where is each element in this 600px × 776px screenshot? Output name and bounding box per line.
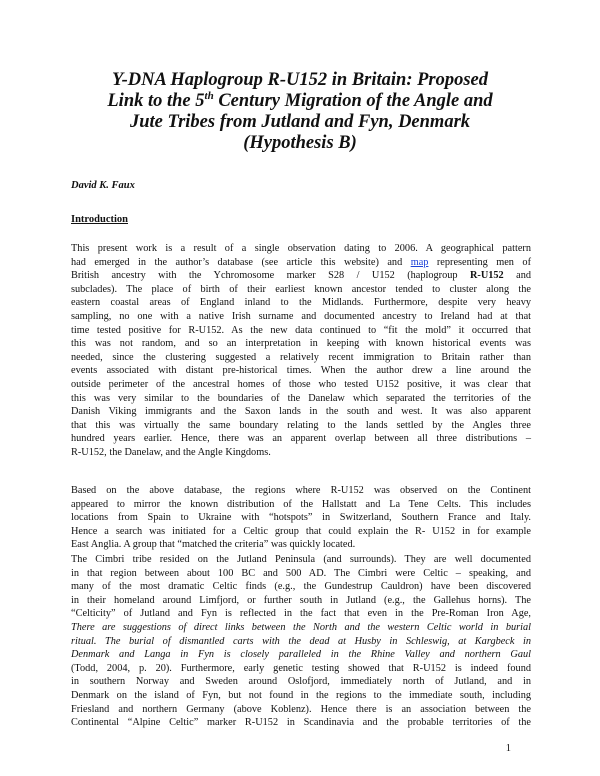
text-line: Denmark on the island of Fyn, but not found in the regions to the immediate south, including bbox=[71, 689, 531, 701]
section-heading: Introduction bbox=[71, 214, 128, 225]
text-line: that this was virtually the same boundary relating to the lands settled by the Angles three bbox=[71, 419, 531, 431]
haplogroup-bold: R-U152 bbox=[469, 270, 504, 282]
text-line: This present work is a result of a single observation dating to 2006. A geographical pattern bbox=[71, 243, 531, 254]
text-line: outside perimeter of the ancestral homes of those who tested U152 positive, it was clear that bbox=[71, 378, 531, 390]
text-line: The Cimbri tribe resided on the Jutland Peninsula (and surrounds). They are well documented bbox=[71, 554, 531, 565]
text-line: Hence a search was initiated for a Celtic group that could explain the R- U152 in for example bbox=[71, 525, 531, 537]
title-line-2-pre: Link to the 5 bbox=[107, 91, 205, 111]
title-superscript: th bbox=[204, 89, 214, 102]
text-line: events associated with distant pre-historical times. When the author drew a line around the bbox=[71, 365, 531, 377]
text-line: needed, since the clustering suggested a relatively recent immigration to Britain rather than bbox=[71, 351, 531, 363]
paragraph-3 bbox=[71, 553, 531, 730]
map-link[interactable]: map bbox=[410, 256, 429, 268]
text-segment: and bbox=[503, 270, 531, 282]
text-line: many of the most dramatic Celtic finds (e.g., the Gundestrup Cauldron) have been discovered bbox=[71, 581, 531, 593]
paragraph-1 bbox=[71, 242, 531, 460]
title-line-4: (Hypothesis B) bbox=[243, 133, 357, 153]
text-line: East Anglia. A group that “matched the criteria” was quickly located. bbox=[71, 539, 356, 551]
text-line: time tested positive for R-U152. As the new data continued to “fit the mold” it occurred that bbox=[71, 324, 531, 336]
quote-line: Denmark and Langa in Fyn is closely paralleled in the Rhine Valley and northern Gaul bbox=[71, 649, 531, 661]
text-line: Danish Viking immigrants and the Saxon lands in the south and west. It was also apparent bbox=[71, 406, 531, 418]
quote-line: ritual. The burial of dismantled carts with the dead at Husby in Schleswig, at Kargbeck in bbox=[71, 635, 531, 647]
text-line: in southern Norway and Sweden around Oslofjord, immediately north of Jutland, and in bbox=[71, 676, 531, 688]
text-line: locations from Spain to Ukraine with “hotspots” in Switzerland, Southern France and Italy. bbox=[71, 512, 531, 524]
text-line: in that region between about 100 BC and 500 AD. The Cimbri were Celtic – speaking, and bbox=[71, 567, 531, 579]
text-line bbox=[71, 256, 531, 270]
text-line: Continental “Alpine Celtic” marker R-U152 in Scandinavia and the probable territories of the bbox=[71, 717, 531, 729]
title-line-2 bbox=[60, 91, 540, 112]
text-line: subclades). The place of birth of their earliest known ancestor tended to cluster along the bbox=[71, 283, 531, 295]
text-line: this was very similar to the boundaries of the Danelaw which separated the territories of the bbox=[71, 392, 531, 404]
paragraph-2 bbox=[71, 484, 531, 552]
text-line: appeared to mirror the known distribution of the Hallstatt and La Tene Celts. This includes bbox=[71, 498, 531, 510]
text-line: sampling, no one with a native Irish surname and documented ancestry to Ireland had at that bbox=[71, 310, 531, 322]
quote-line: There are suggestions of direct links between the North and the western Celtic world in burial bbox=[71, 621, 531, 633]
text-segment: British ancestry with the Ychromosome marker S28 / U152 (haplogroup bbox=[71, 270, 470, 282]
text-line: eastern coastal areas of England inland to the Midlands. Furthermore, despite very heavy bbox=[71, 297, 531, 309]
title-line-2-post: Century Migration of the Angle and bbox=[213, 91, 493, 111]
text-line: “Celticity” of Jutland and Fyn is reflected in the fact that even in the Pre-Roman Iron Age, bbox=[71, 608, 531, 620]
text-segment: had emerged in the author’s database (see article this website) and bbox=[71, 256, 411, 268]
title-line-1: Y-DNA Haplogroup R-U152 in Britain: Proposed bbox=[111, 70, 489, 90]
page-number: 1 bbox=[505, 743, 511, 754]
text-line: this was not random, and so an interpretation in keeping with known historical events was bbox=[71, 338, 531, 350]
author-name: David K. Faux bbox=[71, 180, 135, 191]
text-line: hundred years earlier. Hence, there was an apparent overlap between all three distributions – bbox=[71, 433, 531, 445]
text-line: in their homeland around Limfjord, or further south in Jutland (e.g., the Gallehus horns). The bbox=[71, 594, 531, 606]
text-line: (Todd, 2004, p. 20). Furthermore, early genetic testing showed that R-U152 is indeed found bbox=[71, 662, 531, 674]
text-line bbox=[71, 269, 531, 283]
text-segment: representing men of bbox=[428, 256, 531, 268]
title-line-3: Jute Tribes from Jutland and Fyn, Denmark bbox=[129, 112, 471, 132]
paper-title bbox=[60, 70, 540, 154]
text-line: R-U152, the Danelaw, and the Angle Kingdoms. bbox=[71, 446, 271, 458]
text-line: Based on the above database, the regions where R-U152 was observed on the Continent bbox=[71, 485, 531, 496]
text-line: Friesland and northern Germany (above Koblenz). Hence there is an association between the bbox=[71, 703, 531, 715]
